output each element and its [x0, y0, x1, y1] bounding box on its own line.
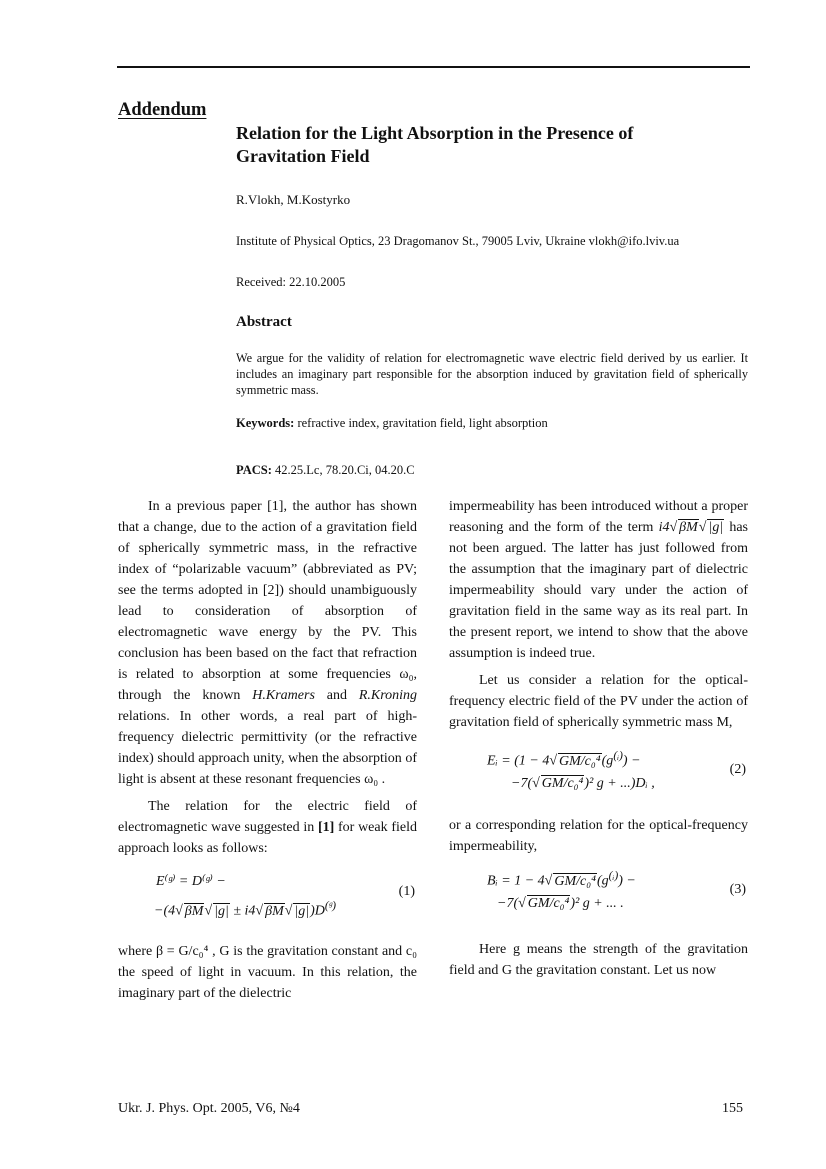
received-date: Received: 22.10.2005 — [236, 275, 346, 289]
equation-line: −(4√ βM√ |g| ± i4√ βM√ $|g|)D^{(ᵍ)}$ — [154, 899, 336, 919]
equation-line: E⁽ᵍ⁾ = D⁽ᵍ⁾ − — [156, 874, 226, 889]
paragraph: Here g means the strength of the gravitation field and G the gravitation constant. Let us now — [449, 942, 748, 978]
footer-page-number: 155 — [722, 1101, 743, 1116]
equation-line: −7(√ GM/c₀⁴)² g + ...)Dᵢ , — [511, 776, 655, 791]
paragraph — [118, 496, 417, 790]
affiliation: Institute of Physical Optics, 23 Dragomanov St., 79005 Lviv, Ukraine vlokh@ifo.lviv.ua — [236, 234, 680, 248]
reference: [1] — [317, 820, 335, 835]
abstract-heading: Abstract — [236, 314, 292, 330]
paragraph-continued — [449, 496, 748, 664]
paragraph: or a corresponding relation for the optical-frequency impermeability, — [449, 818, 748, 854]
equation-line: Eᵢ = (1 − 4√ $GM/c_0^4(g^{(ᵢ)})$ − — [487, 749, 641, 769]
pacs-label: PACS: — [236, 463, 272, 477]
paragraph-text: In a previous paper [1], the author has shown that a change, due to the action of a gravitation field of spherically symmetric mass, in the refractive index of “polarizable vacuum” (abbreviated as PV; see the terms adopted in [2]) should unambiguously lead to consideration of absorption of electromagnetic wave energy by the PV. This conclusion has been based on the fact that refraction is related to absorption at some frequencies ω₀, through the known — [118, 499, 417, 703]
paragraph — [118, 796, 417, 859]
footer-journal: Ukr. J. Phys. Opt. 2005, V6, №4 — [118, 1101, 300, 1116]
paper-title: Relation for the Light Absorption in the Presence of Gravitation Field — [236, 123, 634, 166]
equation-number: (2) — [729, 762, 746, 777]
keywords-text: refractive index, gravitation field, light absorption — [297, 416, 548, 430]
paragraph-text: has not been argued. The latter has just followed from the assumption that the imaginary part of dielectric impermeability should vary under the action of gravitation field in the same way as its real part. In the present report, we intend to show that the above assumption is indeed true. — [449, 520, 749, 661]
keywords-label: Keywords: — [236, 416, 295, 430]
paragraph-text: impermeability has been introduced without a proper reasoning and the form of the term — [449, 499, 748, 535]
abstract-body: We argue for the validity of relation for electromagnetic wave electric field derived by us earlier. It includes an imaginary part responsible for the absorption induced by gravitation field of spherically symmetric mass. — [236, 351, 748, 397]
equation-1 — [118, 867, 417, 935]
section-label: Addendum — [118, 100, 207, 120]
pacs-text: 42.25.Lc, 78.20.Ci, 04.20.C — [275, 463, 415, 477]
equation-line: Bᵢ = 1 − 4√ $GM/c_0^4(g^{(ᵢ)})$ − — [487, 869, 636, 889]
paragraph-text: relations. In other words, a real part of high-frequency dielectric permittivity (or the refractive index) should approach unity, when the absorption of light is absent at these resonant frequencies ω₀ . — [118, 709, 417, 787]
paragraph-text: The relation for the electric field of electromagnetic wave suggested in — [118, 799, 417, 835]
pacs — [236, 463, 415, 478]
equation-number: (3) — [729, 882, 746, 897]
equation-3 — [449, 865, 748, 933]
header-rule — [117, 66, 750, 68]
paragraph-text: for weak field approach looks as follows: — [118, 820, 417, 856]
paragraph: Let us consider a relation for the optical-frequency electric field of the PV under the action of gravitation field of spherically symmetric mass M, — [449, 673, 748, 730]
equation-number: (1) — [398, 884, 415, 899]
inline-term: i4√ βM√ |g| — [658, 520, 724, 535]
equation-line: −7(√ GM/c₀⁴)² g + ... . — [497, 896, 624, 911]
name-kramers: H.Kramers — [252, 688, 315, 703]
keywords — [236, 416, 548, 431]
name-kroning: R.Kroning — [358, 688, 418, 703]
authors: R.Vlokh, M.Kostyrko — [236, 192, 351, 207]
paragraph-text: and — [326, 688, 347, 703]
right-column — [449, 496, 748, 981]
equation-2 — [449, 741, 748, 809]
paragraph: where β = G/c₀⁴ , G is the gravitation constant and c₀ the speed of light in vacuum. In this relation, the imaginary part of the dielectric — [118, 944, 417, 1001]
left-column — [118, 496, 417, 1004]
